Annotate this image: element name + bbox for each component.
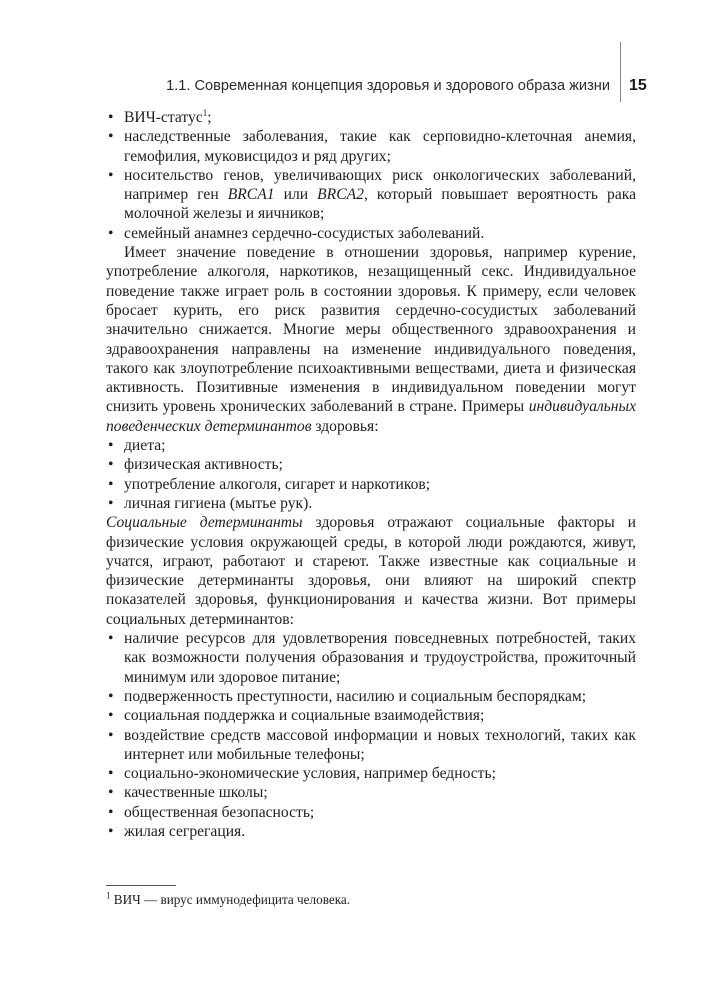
genetic-factors-list <box>106 108 636 243</box>
list-item: • личная гигиена (мытье рук). <box>106 494 636 513</box>
paragraph-behavior: Имеет значение поведение в отношении здоровья, например курение, употребление алкоголя, наркотиков, незащищенный секс. Индивидуальное поведение также играет роль в состоянии здоровья. К примеру, если человек бросает курить, его риск развития сердечно-сосудистых заболеваний значительно снижается. Многие меры общественного здравоохранения и здравоохранения направлены на изменение индивидуального поведения, такого как злоупотребление психоактивными веществами, диета и физическая активность. Позитивные изменения в индивидуальном поведении могут снизить уровень хронических заболеваний в стране. Примеры индивидуальных поведенческих детерминантов здоровья: <box>106 244 636 435</box>
list-item: • физическая активность; <box>106 455 636 474</box>
social-determinants-list <box>106 629 636 841</box>
list-item: • семейный анамнез сердечно-сосудистых заболеваний. <box>106 224 636 243</box>
list-item: • подверженность преступности, насилию и социальным беспорядкам; <box>106 687 636 706</box>
list-item: • социальная поддержка и социальные взаимодействия; <box>106 706 636 725</box>
list-item: • социально-экономические условия, например бедность; <box>106 764 636 783</box>
list-item: • диета; <box>106 436 636 455</box>
footnote-divider <box>106 885 176 886</box>
behavioral-determinants-list <box>106 436 636 513</box>
page-number: 15 <box>629 77 647 94</box>
footnote-reference[interactable]: 1 <box>202 107 208 118</box>
list-item: • качественные школы; <box>106 783 636 802</box>
list-item: • носительство генов, увеличивающих риск онкологических заболеваний, например ген BRCA1 или BRCA2, который повышает вероятность рака молочной железы и яичников; <box>106 166 636 224</box>
page-body <box>106 108 636 841</box>
footnote <box>106 891 636 908</box>
list-item: • употребление алкоголя, сигарет и наркотиков; <box>106 475 636 494</box>
list-item: • воздействие средств массовой информации и новых технологий, таких как интернет или мобильные телефоны; <box>106 726 636 765</box>
list-item: • наличие ресурсов для удовлетворения повседневных потребностей, таких как возможности получения образования и трудоустройства, прожиточный минимум или здоровое питание; <box>106 629 636 687</box>
list-item: • наследственные заболевания, такие как серповидно-клеточная анемия, гемофилия, муковисцидоз и ряд других; <box>106 127 636 166</box>
footnote-text: ВИЧ — вирус иммунодефицита человека. <box>113 892 351 907</box>
paragraph-social-determinants: Социальные детерминанты здоровья отражают социальные факторы и физические условия окружающей среды, в которой люди рождаются, живут, учатся, играют, работают и стареют. Также известные как социальные и физические детерминанты здоровья, они влияют на широкий спектр показателей здоровья, функционирования и качества жизни. Вот примеры социальных детерминантов: <box>106 514 637 628</box>
list-item: • ВИЧ-статус$^1$; <box>106 108 636 127</box>
list-item: • общественная безопасность; <box>106 803 636 822</box>
header-divider <box>620 42 621 102</box>
running-header-title: 1.1. Современная концепция здоровья и здорового образа жизни <box>166 78 610 94</box>
footnote-marker: 1 <box>106 890 111 901</box>
list-item: • жилая сегрегация. <box>106 822 636 841</box>
